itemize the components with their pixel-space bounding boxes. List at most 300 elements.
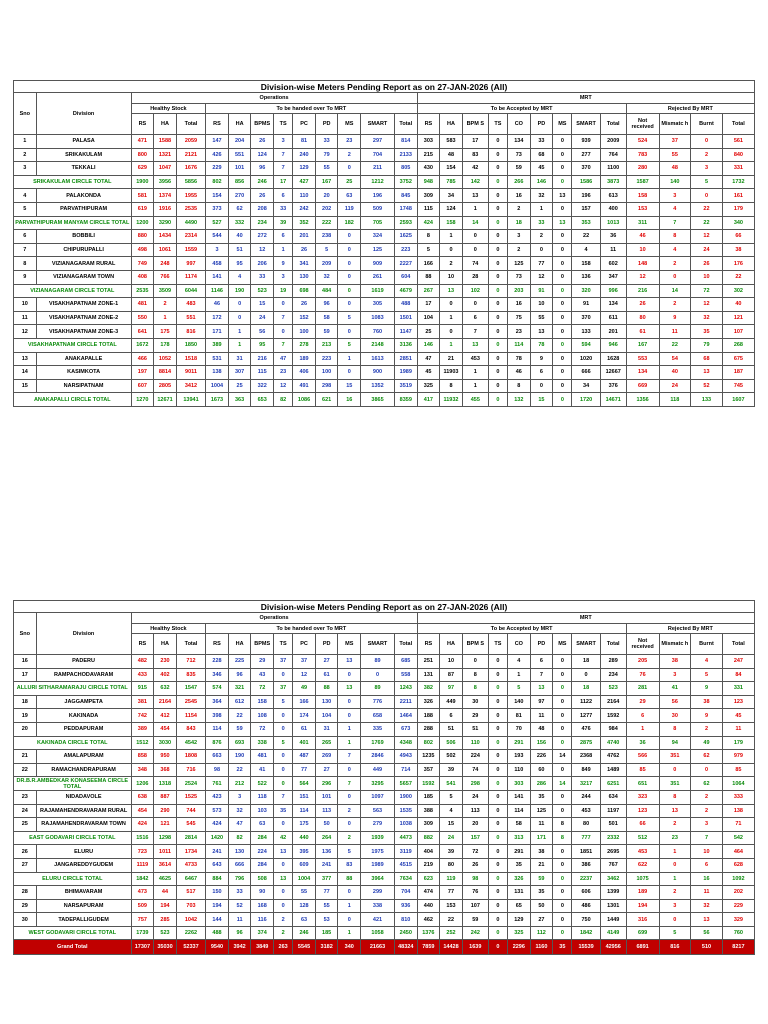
value-cell: 550 (131, 311, 154, 325)
column-header: Total (176, 114, 205, 135)
value-cell: 190 (228, 750, 251, 764)
value-cell: 948 (417, 175, 440, 189)
sno-cell: 28 (14, 886, 37, 900)
value-cell: 41 (251, 763, 274, 777)
value-cell: 0 (274, 298, 293, 312)
table-row (14, 818, 755, 832)
division-name: RAMACHANDRAPURAM (36, 763, 131, 777)
value-cell: 761 (206, 777, 229, 791)
table-row (14, 804, 755, 818)
value-cell: 2164 (600, 695, 626, 709)
value-cell: 8 (508, 379, 531, 393)
column-header: Mismatc h (659, 634, 691, 655)
value-cell: 471 (131, 135, 154, 149)
value-cell: 146 (417, 338, 440, 352)
value-cell: 22 (228, 709, 251, 723)
value-cell: 323 (626, 790, 659, 804)
value-cell: 1592 (417, 777, 440, 791)
value-cell: 628 (722, 858, 754, 872)
value-cell: 5 (691, 668, 723, 682)
value-cell: 404 (417, 845, 440, 859)
value-cell: 22 (659, 338, 691, 352)
value-cell: 1732 (722, 175, 754, 189)
value-cell: 187 (722, 366, 754, 380)
division-name: PARVATHIPURAM MANYAM CIRCLE TOTAL (14, 216, 132, 230)
value-cell: 880 (131, 230, 154, 244)
column-header: Total (394, 634, 417, 655)
value-cell: 298 (315, 379, 338, 393)
value-cell: 9011 (176, 366, 205, 380)
column-header: PD (315, 114, 338, 135)
value-cell: 73 (508, 148, 531, 162)
value-cell: 85 (626, 763, 659, 777)
column-header: PC (293, 634, 316, 655)
division-name: TEKKALI (36, 162, 131, 176)
value-cell: 157 (572, 202, 600, 216)
title-row (14, 601, 755, 613)
value-cell: 0 (488, 886, 507, 900)
value-cell: 134 (508, 135, 531, 149)
value-cell: 1672 (131, 338, 154, 352)
value-cell: 0 (338, 668, 361, 682)
value-cell: 622 (626, 858, 659, 872)
value-cell: 856 (228, 175, 251, 189)
value-cell: 34 (572, 379, 600, 393)
value-cell: 95 (228, 257, 251, 271)
division-name: VIZIANAGARAM CIRCLE TOTAL (14, 284, 132, 298)
column-header: RS (131, 634, 154, 655)
table-row (14, 379, 755, 393)
column-header: TS (274, 114, 293, 135)
report-title: Division-wise Meters Pending Report as on 27-JAN-2026 (All) (14, 81, 755, 93)
value-cell: 130 (228, 845, 251, 859)
column-header: Total (600, 114, 626, 135)
sno-cell: 1 (14, 135, 37, 149)
value-cell: 156 (530, 736, 553, 750)
value-cell: 2 (154, 298, 177, 312)
value-cell: 506 (440, 736, 463, 750)
value-cell: 32 (691, 311, 723, 325)
value-cell: 140 (659, 175, 691, 189)
table-row (14, 298, 755, 312)
value-cell: 33 (530, 135, 553, 149)
value-cell: 131 (508, 886, 531, 900)
value-cell: 634 (600, 790, 626, 804)
division-name: ANAKAPALLE (36, 352, 131, 366)
value-cell: 346 (206, 668, 229, 682)
value-cell: 0 (553, 682, 572, 696)
value-cell: 171 (530, 831, 553, 845)
sno-header: Sno (14, 93, 37, 135)
value-cell: 142 (462, 175, 488, 189)
value-cell: 2237 (572, 872, 600, 886)
value-cell: 26 (251, 135, 274, 149)
value-cell: 6 (462, 311, 488, 325)
value-cell: 284 (251, 858, 274, 872)
value-cell: 21663 (361, 940, 395, 955)
value-cell: 2 (508, 243, 531, 257)
report-title: Division-wise Meters Pending Report as on 27-JAN-2026 (All) (14, 601, 755, 613)
value-cell: 1376 (417, 926, 440, 940)
value-cell: 498 (131, 243, 154, 257)
table-row (14, 790, 755, 804)
value-cell: 140 (508, 695, 531, 709)
value-cell: 128 (293, 899, 316, 913)
value-cell: 59 (508, 162, 531, 176)
value-cell: 0 (553, 858, 572, 872)
value-cell: 16 (508, 189, 531, 203)
value-cell: 158 (572, 257, 600, 271)
value-cell: 284 (251, 831, 274, 845)
value-cell: 1434 (154, 230, 177, 244)
value-cell: 4 (228, 270, 251, 284)
division-name: WEST GODAVARI CIRCLE TOTAL (14, 926, 132, 940)
value-cell: 196 (361, 189, 395, 203)
value-cell: 325 (508, 926, 531, 940)
value-cell: 91 (572, 298, 600, 312)
value-cell: 0 (553, 284, 572, 298)
value-cell: 129 (293, 162, 316, 176)
value-cell: 24 (440, 831, 463, 845)
division-name: KAKINADA (36, 709, 131, 723)
column-header: Mismatc h (659, 114, 691, 135)
value-cell: 174 (293, 709, 316, 723)
value-cell: 22 (228, 763, 251, 777)
value-cell: 491 (293, 379, 316, 393)
value-cell: 61 (626, 325, 659, 339)
value-cell: 62 (691, 777, 723, 791)
value-cell: 0 (691, 189, 723, 203)
value-cell: 1374 (154, 189, 177, 203)
value-cell: 79 (691, 338, 723, 352)
value-cell: 0 (488, 270, 507, 284)
value-cell: 225 (228, 655, 251, 669)
value-cell: 22 (440, 913, 463, 927)
value-cell: 1100 (600, 162, 626, 176)
value-cell: 2593 (394, 216, 417, 230)
value-cell: 298 (462, 777, 488, 791)
value-cell: 8 (462, 682, 488, 696)
value-cell: 984 (600, 722, 626, 736)
value-cell: 240 (293, 148, 316, 162)
value-cell: 764 (600, 148, 626, 162)
division-name: KASIMKOTA (36, 366, 131, 380)
value-cell: 3 (274, 135, 293, 149)
value-cell: 777 (572, 831, 600, 845)
value-cell: 209 (315, 257, 338, 271)
value-cell: 341 (293, 257, 316, 271)
value-cell: 153 (440, 899, 463, 913)
value-cell: 158 (626, 189, 659, 203)
value-cell: 4149 (600, 926, 626, 940)
value-cell: 348 (131, 763, 154, 777)
value-cell: 333 (722, 790, 754, 804)
value-cell: 8814 (154, 366, 177, 380)
circle-total-row (14, 736, 755, 750)
value-cell: 0 (274, 325, 293, 339)
value-cell: 802 (417, 736, 440, 750)
value-cell: 197 (131, 366, 154, 380)
value-cell: 1092 (722, 872, 754, 886)
value-cell: 125 (361, 243, 395, 257)
value-cell: 13 (440, 284, 463, 298)
value-cell: 89 (361, 682, 395, 696)
value-cell: 264 (315, 831, 338, 845)
value-cell: 32 (691, 899, 723, 913)
value-cell: 0 (553, 325, 572, 339)
division-name: NARSAPURAM (36, 899, 131, 913)
value-cell: 561 (722, 135, 754, 149)
value-cell: 54 (659, 352, 691, 366)
value-cell: 11 (691, 886, 723, 900)
column-header: SMART (361, 114, 395, 135)
division-name: VIZIANAGARAM RURAL (36, 257, 131, 271)
value-cell: 10 (626, 243, 659, 257)
table-row (14, 750, 755, 764)
value-cell: 541 (440, 777, 463, 791)
value-cell: 0 (553, 926, 572, 940)
value-cell: 757 (131, 913, 154, 927)
value-cell: 531 (206, 352, 229, 366)
value-cell: 12 (293, 668, 316, 682)
value-cell: 176 (722, 257, 754, 271)
value-cell: 5856 (176, 175, 205, 189)
sno-cell: 3 (14, 162, 37, 176)
value-cell: 14 (553, 750, 572, 764)
value-cell: 406 (293, 366, 316, 380)
value-cell: 51 (228, 243, 251, 257)
value-cell: 673 (394, 722, 417, 736)
value-cell: 82 (274, 393, 293, 407)
value-cell: 0 (488, 818, 507, 832)
division-name: RAJAMAHENDRAVARAM TOWN (36, 818, 131, 832)
value-cell: 4943 (394, 750, 417, 764)
value-cell: 3030 (154, 736, 177, 750)
value-cell: 3 (659, 189, 691, 203)
column-header: Total (176, 634, 205, 655)
value-cell: 24 (251, 311, 274, 325)
value-cell: 166 (293, 695, 316, 709)
value-cell: 1 (530, 202, 553, 216)
value-cell: 129 (508, 913, 531, 927)
sno-cell: 4 (14, 189, 37, 203)
value-cell: 594 (572, 338, 600, 352)
value-cell: 3964 (361, 872, 395, 886)
value-cell: 7 (691, 831, 723, 845)
value-cell: 55 (315, 899, 338, 913)
value-cell: 1842 (572, 926, 600, 940)
value-cell: 189 (626, 886, 659, 900)
value-cell: 205 (626, 655, 659, 669)
value-cell: 47 (228, 818, 251, 832)
value-cell: 3849 (251, 940, 274, 955)
value-cell: 0 (488, 352, 507, 366)
value-cell: 716 (176, 763, 205, 777)
value-cell: 1042 (176, 913, 205, 927)
value-cell: 0 (462, 655, 488, 669)
column-header: RS (417, 114, 440, 135)
value-cell: 79 (315, 148, 338, 162)
value-cell: 16 (338, 393, 361, 407)
value-cell: 705 (361, 216, 395, 230)
value-cell: 223 (315, 352, 338, 366)
value-cell: 13 (462, 189, 488, 203)
value-cell: 11 (659, 325, 691, 339)
column-header: Not received (626, 114, 659, 135)
column-header: TS (488, 114, 507, 135)
value-cell: 0 (553, 270, 572, 284)
operations-header: Operations (131, 613, 417, 624)
value-cell: 458 (206, 257, 229, 271)
value-cell: 750 (572, 913, 600, 927)
value-cell: 2524 (176, 777, 205, 791)
value-cell: 1 (508, 668, 531, 682)
value-cell: 157 (462, 831, 488, 845)
value-cell: 17 (417, 298, 440, 312)
value-cell: 0 (553, 298, 572, 312)
value-cell: 172 (206, 311, 229, 325)
value-cell: 72 (251, 682, 274, 696)
value-cell: 161 (722, 189, 754, 203)
column-header: HA (154, 634, 177, 655)
value-cell: 179 (722, 736, 754, 750)
value-cell: 805 (394, 162, 417, 176)
value-cell: 242 (462, 926, 488, 940)
value-cell: 0 (488, 668, 507, 682)
value-cell: 38 (722, 243, 754, 257)
table-row (14, 858, 755, 872)
value-cell: 766 (154, 270, 177, 284)
value-cell: 882 (417, 831, 440, 845)
value-cell: 0 (488, 298, 507, 312)
value-cell: 583 (440, 135, 463, 149)
value-cell: 87 (440, 668, 463, 682)
value-cell: 0 (530, 243, 553, 257)
division-name: PALASA (36, 135, 131, 149)
value-cell: 1 (338, 722, 361, 736)
division-name: VISAKHAPATNAM ZONE-2 (36, 311, 131, 325)
value-cell: 1989 (394, 366, 417, 380)
value-cell: 16 (508, 298, 531, 312)
handover-header: To be handed over To MRT (206, 104, 417, 114)
division-name: PADERU (36, 655, 131, 669)
value-cell: 7 (274, 162, 293, 176)
value-cell: 55 (293, 886, 316, 900)
value-cell: 2 (691, 148, 723, 162)
value-cell: 462 (417, 913, 440, 927)
division-name: TADEPALLIGUDEM (36, 913, 131, 927)
value-cell: 29 (462, 709, 488, 723)
value-cell: 110 (462, 736, 488, 750)
circle-total-row (14, 682, 755, 696)
division-name: KAKINADA CIRCLE TOTAL (14, 736, 132, 750)
value-cell: 3 (228, 790, 251, 804)
division-name: PEDDAPURAM (36, 722, 131, 736)
value-cell: 324 (361, 230, 395, 244)
value-cell: 7 (530, 668, 553, 682)
value-cell: 55 (530, 311, 553, 325)
value-cell: 1 (228, 338, 251, 352)
column-header: SMART (572, 634, 600, 655)
value-cell: 1356 (626, 393, 659, 407)
value-cell: 1 (626, 722, 659, 736)
value-cell: 96 (228, 926, 251, 940)
circle-total-row (14, 872, 755, 886)
value-cell: 0 (488, 655, 507, 669)
value-cell: 5545 (293, 940, 316, 955)
value-cell: 0 (274, 899, 293, 913)
value-cell: 37 (274, 655, 293, 669)
circle-total-row (14, 393, 755, 407)
value-cell: 144 (206, 913, 229, 927)
division-name: Grand Total (14, 940, 132, 955)
value-cell: 723 (131, 845, 154, 859)
column-header: SMART (361, 634, 395, 655)
value-cell: 71 (722, 818, 754, 832)
value-cell: 1301 (600, 899, 626, 913)
value-cell: 309 (417, 818, 440, 832)
value-cell: 246 (251, 175, 274, 189)
sno-cell: 7 (14, 243, 37, 257)
value-cell: 37 (274, 682, 293, 696)
value-cell: 1851 (572, 845, 600, 859)
value-cell: 190 (228, 284, 251, 298)
value-cell: 386 (572, 858, 600, 872)
value-cell: 8 (659, 790, 691, 804)
value-cell: 119 (440, 872, 463, 886)
value-cell: 13 (338, 655, 361, 669)
value-cell: 202 (722, 886, 754, 900)
value-cell: 5 (691, 175, 723, 189)
sno-cell: 6 (14, 230, 37, 244)
value-cell: 1449 (600, 913, 626, 927)
value-cell: 1916 (154, 202, 177, 216)
value-cell: 75 (508, 311, 531, 325)
value-cell: 168 (251, 899, 274, 913)
value-cell: 0 (659, 913, 691, 927)
value-cell: 72 (691, 284, 723, 298)
column-header: HA (440, 634, 463, 655)
division-name: AMALAPURAM (36, 750, 131, 764)
value-cell: 3 (691, 162, 723, 176)
value-cell: 97 (530, 695, 553, 709)
value-cell: 59 (315, 325, 338, 339)
value-cell: 712 (176, 655, 205, 669)
value-cell: 0 (553, 379, 572, 393)
value-cell: 27 (315, 763, 338, 777)
value-cell: 3290 (154, 216, 177, 230)
value-cell: 13 (274, 845, 293, 859)
table-row (14, 655, 755, 669)
column-header: TS (274, 634, 293, 655)
value-cell: 4762 (600, 750, 626, 764)
value-cell: 1676 (176, 162, 205, 176)
value-cell: 1399 (600, 886, 626, 900)
value-cell: 216 (626, 284, 659, 298)
value-cell: 61 (293, 722, 316, 736)
circle-total-row (14, 926, 755, 940)
value-cell: 98 (462, 872, 488, 886)
table-row (14, 189, 755, 203)
value-cell: 0 (274, 858, 293, 872)
value-cell: 0 (462, 243, 488, 257)
value-cell: 0 (274, 722, 293, 736)
header-row-1 (14, 93, 755, 104)
value-cell: 0 (553, 655, 572, 669)
value-cell: 29 (251, 655, 274, 669)
value-cell: 1235 (417, 750, 440, 764)
value-cell: 171 (206, 325, 229, 339)
